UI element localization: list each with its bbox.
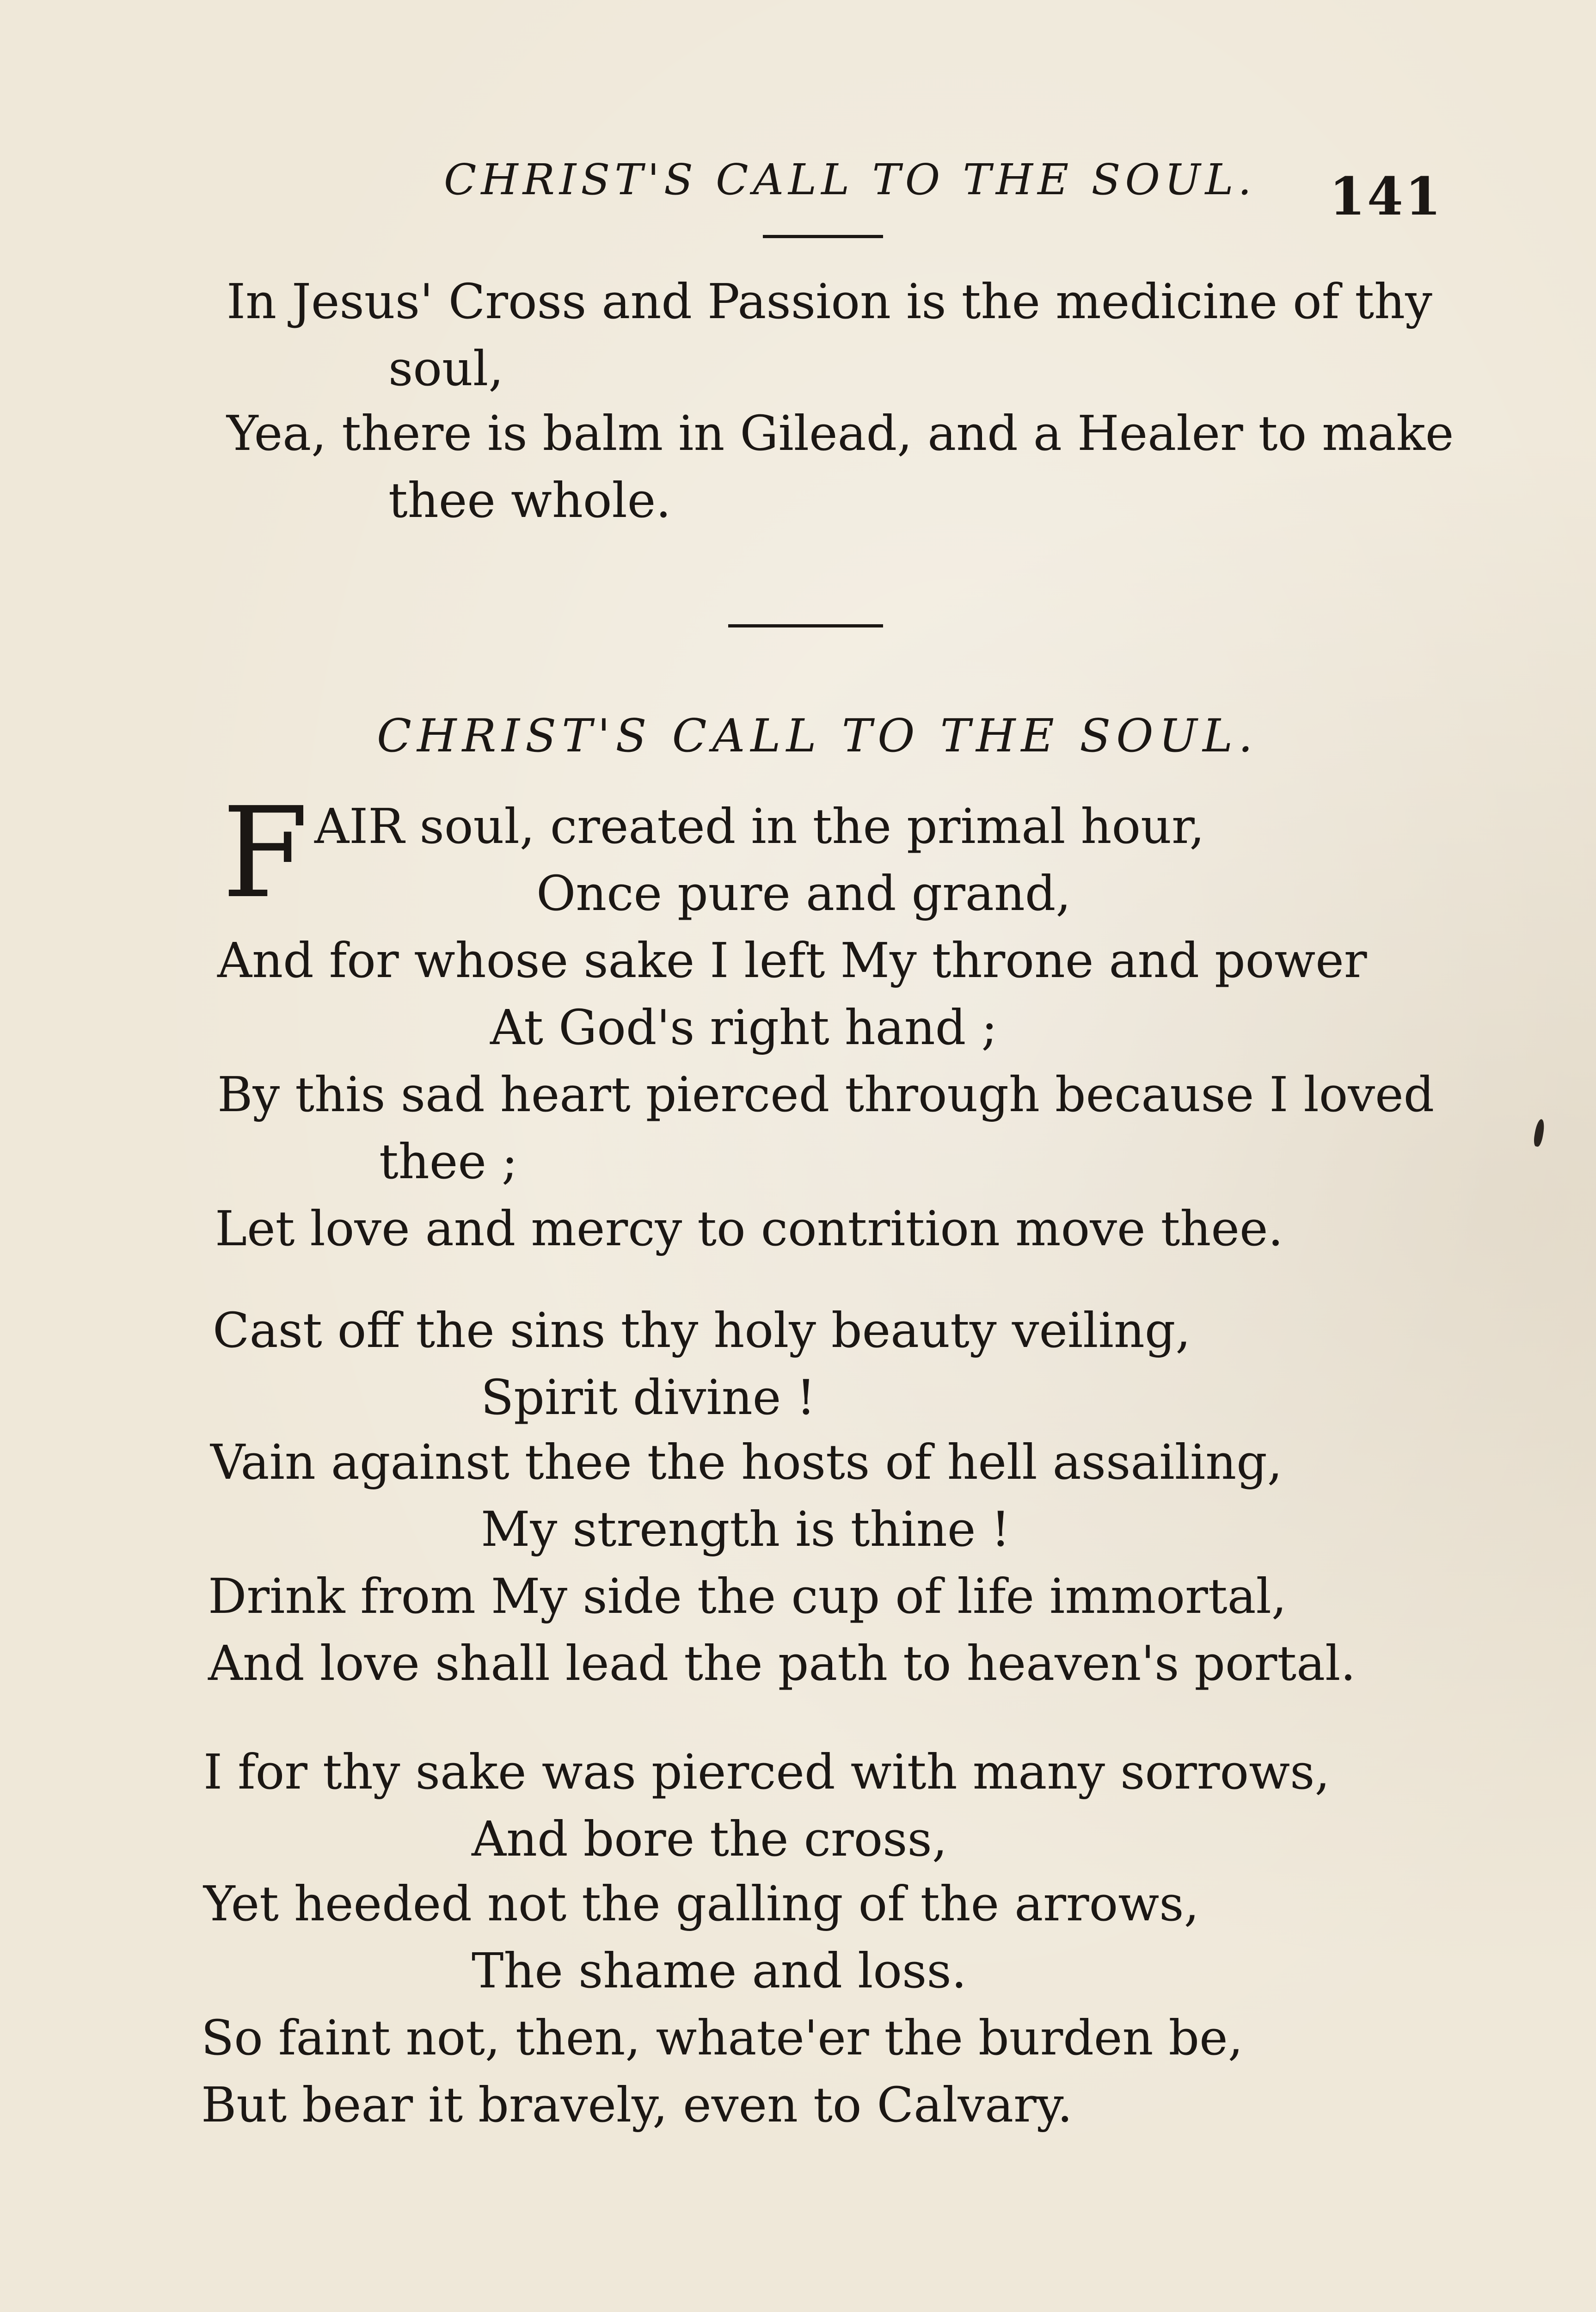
- previous-poem-line: Yea, there is balm in Gilead, and a Healer to make: [227, 405, 1454, 461]
- poem-line: Yet heeded not the galling of the arrows,: [203, 1875, 1199, 1932]
- poem-line: And bore the cross,: [472, 1811, 947, 1867]
- header-rule: [763, 235, 883, 238]
- previous-poem-line: soul,: [388, 340, 504, 397]
- poem-line: Drink from My side the cup of life immortal,: [208, 1568, 1287, 1624]
- drop-cap-letter: F: [222, 780, 309, 926]
- first-line-tail: soul, created in the primal hour,: [404, 798, 1205, 855]
- running-title: CHRIST'S CALL TO THE SOUL.: [444, 155, 1256, 204]
- poem-line: My strength is thine !: [481, 1501, 1011, 1557]
- poem-line: Vain against thee the hosts of hell assailing,: [210, 1434, 1283, 1490]
- first-word-rest: AIR: [314, 798, 405, 855]
- section-divider: [728, 624, 883, 627]
- poem-line: But bear it bravely, even to Calvary.: [201, 2077, 1073, 2133]
- poem-line: And love shall lead the path to heaven's portal.: [208, 1635, 1356, 1691]
- poem-line: Once pure and grand,: [536, 865, 1071, 922]
- previous-poem-line: thee whole.: [388, 472, 671, 529]
- poem-line: So faint not, then, whate'er the burden be,: [201, 2010, 1243, 2066]
- poem-line: Let love and mercy to contrition move thee.: [215, 1200, 1283, 1257]
- poem-line: Cast off the sins thy holy beauty veiling,: [213, 1302, 1191, 1359]
- poem-first-line: [314, 798, 1205, 855]
- poem-line: At God's right hand ;: [490, 999, 998, 1056]
- poem-line: By this sad heart pierced through because I loved: [217, 1066, 1435, 1123]
- poem-line: The shame and loss.: [472, 1943, 967, 1999]
- page-number: 141: [1329, 166, 1443, 227]
- poem-line: thee ;: [379, 1133, 518, 1190]
- poem-title: CHRIST'S CALL TO THE SOUL.: [377, 710, 1258, 762]
- poem-line: And for whose sake I left My throne and power: [217, 932, 1367, 989]
- ink-blot: [1533, 1119, 1546, 1147]
- previous-poem-line: In Jesus' Cross and Passion is the medicine of thy: [227, 273, 1432, 330]
- poem-line: I for thy sake was pierced with many sorrows,: [203, 1744, 1330, 1800]
- poem-line: Spirit divine !: [481, 1369, 816, 1426]
